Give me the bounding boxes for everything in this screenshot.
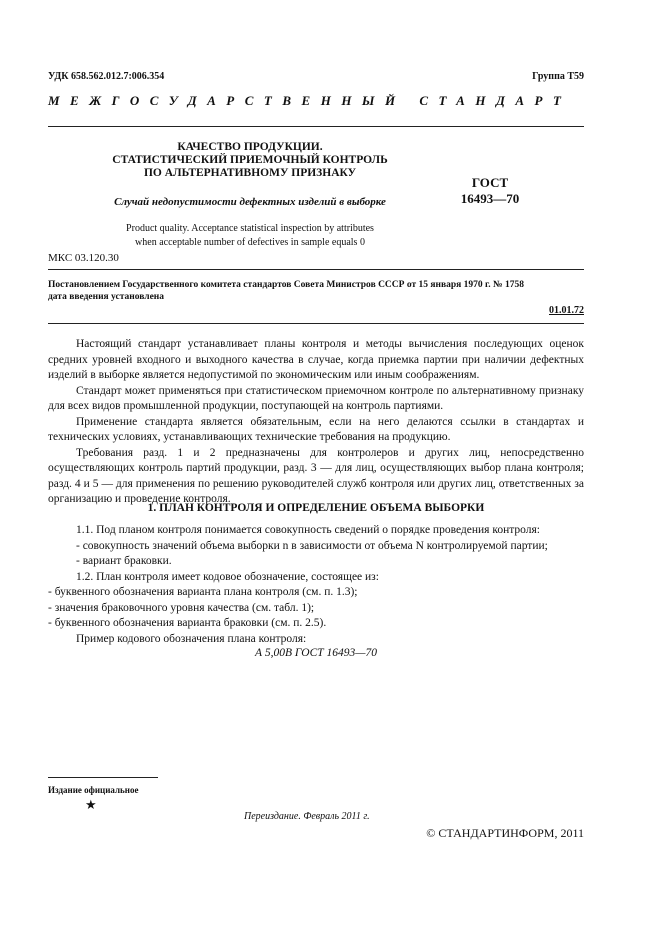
clause-1-2: 1.2. План контроля имеет кодовое обозначение, состоящее из: xyxy=(76,570,379,583)
title-line-3: ПО АЛЬТЕРНАТИВНОМУ ПРИЗНАКУ xyxy=(143,167,357,179)
gost-designation xyxy=(440,175,540,207)
document-title xyxy=(100,141,400,180)
mid-rule xyxy=(48,269,584,270)
official-edition-label: Издание официальное xyxy=(48,785,139,795)
english-title-line-2: when acceptable number of defectives in sample equals 0 xyxy=(135,237,365,248)
document-subtitle: Случай недопустимости дефектных изделий в выборке xyxy=(114,196,386,208)
copyright-notice: © СТАНДАРТИНФОРМ, 2011 xyxy=(426,826,584,840)
gost-number: 16493—70 xyxy=(460,191,520,206)
clause-1-1: 1.1. Под планом контроля понимается совокупность сведений о порядке проведения контроля: xyxy=(76,524,540,536)
section-1-heading: 1. ПЛАН КОНТРОЛЯ И ОПРЕДЕЛЕНИЕ ОБЪЕМА ВЫБОРКИ xyxy=(147,502,485,514)
english-title xyxy=(100,222,400,250)
clause-item: - совокупность значений объема выборки n в зависимости от объема N контролируемой партии; xyxy=(76,539,548,552)
decree-rule xyxy=(48,323,584,324)
clause-item: - значения браковочного уровня качества (см. табл. 1); xyxy=(48,601,315,614)
clause-item: - буквенного обозначения варианта браковки (см. п. 2.5). xyxy=(48,617,327,629)
clause-item: - буквенного обозначения варианта плана контроля (см. п. 1.3); xyxy=(48,586,358,598)
footer-rule xyxy=(48,777,158,778)
example-intro: Пример кодового обозначения плана контроля: xyxy=(76,632,307,645)
section-1-text xyxy=(48,523,584,647)
clause-item: - вариант браковки. xyxy=(76,555,172,567)
star-icon: ★ xyxy=(85,797,97,812)
standard-banner: МЕЖГОСУДАРСТВЕННЫЙ СТАНДАРТ xyxy=(48,93,572,108)
intro-paragraph: Требования разд. 1 и 2 предназначены для контролеров и других лиц, непосредственно осуществляющих контроль партий продукции, разд. 3 — для лиц, осуществляющих выбор плана контроля; разд. 4 и 5 — для применения по решению руководителей служб контроля или других лиц, ответственных за организацию и проведение контроля. xyxy=(48,446,584,505)
mks-code: МКС 03.120.30 xyxy=(48,252,119,264)
udk-code: УДК 658.562.012.7:006.354 xyxy=(48,71,165,82)
intro-text xyxy=(48,337,584,508)
title-line-1: КАЧЕСТВО ПРОДУКЦИИ. xyxy=(177,141,323,153)
top-rule xyxy=(48,126,584,127)
group-code: Группа Т59 xyxy=(532,71,584,82)
intro-paragraph: Применение стандарта является обязательным, если на него делаются ссылки в стандартах и технических условиях, устанавливающих технические требования на продукцию. xyxy=(48,415,584,443)
effective-date: 01.01.72 xyxy=(549,305,584,316)
intro-paragraph: Стандарт может применяться при статистическом приемочном контроле по альтернативному признаку для всех видов промышленной продукции, поступающей на контроль партиями. xyxy=(48,384,584,412)
title-line-2: СТАТИСТИЧЕСКИЙ ПРИЕМОЧНЫЙ КОНТРОЛЬ xyxy=(112,154,388,166)
code-example: А 5,00В ГОСТ 16493—70 xyxy=(254,647,378,659)
decree-line-1: Постановлением Государственного комитета стандартов Совета Министров СССР от 15 января 1970 г. № 1758 xyxy=(48,280,524,290)
decree-text xyxy=(48,279,588,303)
english-title-line-1: Product quality. Acceptance statistical inspection by attributes xyxy=(126,223,374,234)
intro-paragraph: Настоящий стандарт устанавливает планы контроля и методы вычисления последующих оценок средних уровней входного и выходного качества в случае, когда приемка партии при наличии дефектных изделий в выборке является недопустимой по экономическим или иным соображениям. xyxy=(48,338,584,381)
gost-label: ГОСТ xyxy=(471,175,509,190)
reissue-note: Переиздание. Февраль 2011 г. xyxy=(244,811,370,822)
decree-line-2: дата введения установлена xyxy=(48,292,165,302)
